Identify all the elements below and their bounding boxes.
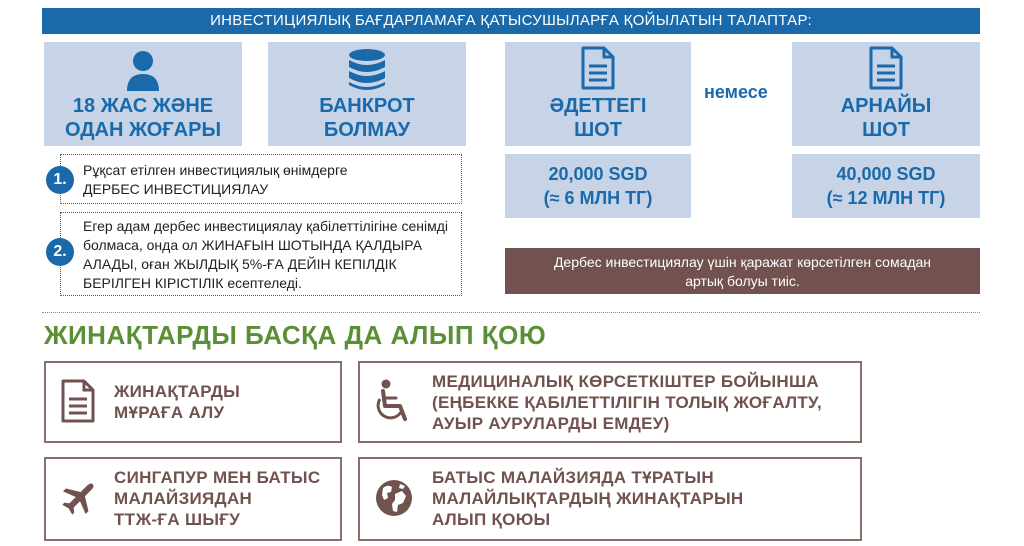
globe-icon (374, 478, 414, 523)
special-amount-sgd: 40,000 SGD (836, 164, 936, 184)
age-requirement-line2: ОДАН ЖОҒАРЫ (64, 119, 222, 141)
requirements-banner: ИНВЕСТИЦИЯЛЫҚ БАҒДАРЛАМАҒА ҚАТЫСУШЫЛАРҒА ҚОЙЫЛАТЫН ТАЛАПТАР: (42, 8, 980, 34)
bankruptcy-requirement-line2: БОЛМАУ (323, 119, 411, 141)
note-1-line1: Рұқсат етілген инвестициялық өнімдерге (83, 162, 348, 178)
withdrawal-emigration-box (44, 457, 342, 541)
account-footnote-line2: артық болуы тиіс. (685, 273, 800, 289)
regular-account-card (505, 42, 691, 146)
withdrawal-2-line1: МЕДИЦИНАЛЫҚ КӨРСЕТКІШТЕР БОЙЫНША (432, 372, 819, 391)
withdrawal-inheritance-box (44, 361, 342, 443)
special-account-line1: АРНАЙЫ (840, 95, 932, 117)
account-footnote-line1: Дербес инвестициялау үшін қаражат көрсетілген сомадан (553, 254, 932, 270)
note-1-line2: ДЕРБЕС ИНВЕСТИЦИЯЛАУ (83, 181, 269, 197)
regular-account-line1: ӘДЕТТЕГІ (549, 95, 647, 117)
airplane-icon (60, 477, 100, 522)
withdrawal-malaysia-box (358, 457, 862, 541)
regular-amount-kzt: (≈ 6 МЛН ТГ) (543, 188, 653, 208)
or-label: немесе (704, 82, 768, 102)
withdrawal-4-line2: МАЛАЙЛЫҚТАРДЫҢ ЖИНАҚТАРЫН (432, 489, 744, 508)
person-icon (125, 50, 161, 97)
note-number-1: 1. (46, 166, 74, 194)
account-footnote (505, 248, 980, 294)
regular-amount-card (505, 154, 691, 218)
note-2-line4: БЕРІЛГЕН КІРІСТІЛІК есептеледі. (83, 275, 302, 291)
withdrawal-1-line1: ЖИНАҚТАРДЫ (114, 382, 241, 401)
note-2-line1: Егер адам дербес инвестициялау қабілеттілігіне сенімді (83, 218, 448, 234)
withdrawal-3-line2: МАЛАЙЗИЯДАН (114, 489, 253, 508)
withdrawal-2-line2: (ЕҢБЕККЕ ҚАБІЛЕТТІЛІГІН ТОЛЫҚ ЖОҒАЛТУ, (432, 393, 823, 412)
document-icon (60, 379, 96, 428)
age-requirement-card (44, 42, 242, 146)
database-icon (347, 48, 387, 97)
withdrawal-4-line3: АЛЫП ҚОЮЫ (432, 510, 551, 529)
note-2-line3: АЛАДЫ, оған ЖЫЛДЫҚ 5%-ҒА ДЕЙІН КЕПІЛДІК (83, 256, 397, 272)
withdrawals-title: ЖИНАҚТАРДЫ БАСҚА ДА АЛЫП ҚОЮ (44, 320, 547, 350)
regular-account-line2: ШОТ (574, 119, 622, 141)
special-account-card (792, 42, 980, 146)
document-icon (868, 46, 904, 95)
note-number-2: 2. (46, 238, 74, 266)
note-2-line2: болмаса, онда ол ЖИНАҒЫН ШОТЫНДА ҚАЛДЫРА (83, 237, 423, 253)
special-amount-card (792, 154, 980, 218)
bankruptcy-requirement-line1: БАНКРОТ (319, 95, 415, 117)
withdrawal-2-line3: АУЫР АУРУЛАРДЫ ЕМДЕУ) (432, 414, 670, 433)
bankruptcy-requirement-card (268, 42, 466, 146)
special-amount-kzt: (≈ 12 МЛН ТГ) (826, 188, 946, 208)
document-icon (580, 46, 616, 95)
section-divider (42, 312, 980, 313)
special-account-line2: ШОТ (862, 119, 910, 141)
age-requirement-line1: 18 ЖАС ЖӘНЕ (72, 95, 214, 117)
note-keep-savings (60, 212, 462, 296)
wheelchair-icon (374, 379, 414, 428)
note-direct-investment (60, 154, 462, 204)
withdrawal-medical-box (358, 361, 862, 443)
withdrawal-3-line3: ТТЖ-ҒА ШЫҒУ (114, 510, 241, 529)
withdrawal-1-line2: МҰРАҒА АЛУ (114, 403, 225, 422)
withdrawal-4-line1: БАТЫС МАЛАЙЗИЯДА ТҰРАТЫН (432, 468, 714, 487)
regular-amount-sgd: 20,000 SGD (548, 164, 648, 184)
withdrawal-3-line1: СИНГАПУР МЕН БАТЫС (114, 468, 321, 487)
